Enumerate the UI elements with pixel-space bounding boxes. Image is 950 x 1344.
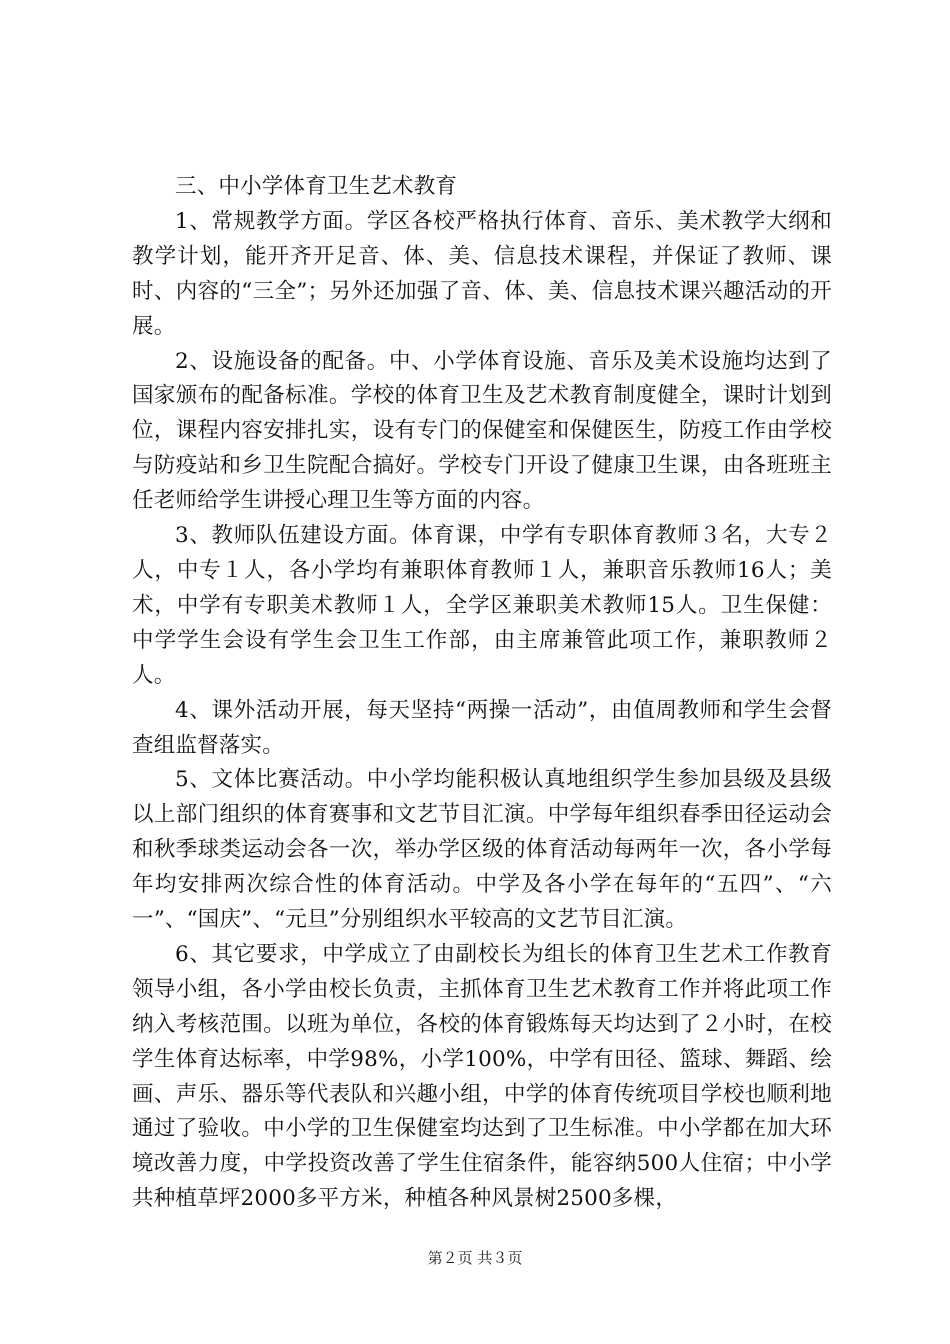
paragraph-3: 3、教师队伍建设方面。体育课，中学有专职体育教师３名，大专２人，中专１人，各小学均有兼职体育教师１人，兼职音乐教师16人；美术，中学有专职美术教师１人，全学区兼职美术教师15人。卫生保健：中学学生会设有学生会卫生工作部，由主席兼管此项工作，兼职教师２人。 [132, 523, 832, 688]
page-footer: 第２页 共３页 [427, 1249, 523, 1267]
paragraph-5: 5、文体比赛活动。中小学均能积极认真地组织学生参加县级及县级以上部门组织的体育赛事和文艺节目汇演。中学每年组织春季田径运动会和秋季球类运动会各一次，举办学区级的体育活动每两年一次，各小学每年均安排两次综合性的体育活动。中学及各小学在每年的“五四”、“六一”、“国庆”、“元旦”分别组织水平较高的文艺节目汇演。 [132, 767, 832, 933]
paragraph-4: 4、课外活动开展，每天坚持“两操一活动”，由值周教师和学生会督查组监督落实。 [132, 697, 832, 758]
paragraph-6: 6、其它要求，中学成立了由副校长为组长的体育卫生艺术工作教育领导小组，各小学由校长负责，主抓体育卫生艺术教育工作并将此项工作纳入考核范围。以班为单位，各校的体育锻炼每天均达到了２小时，在校学生体育达标率，中学98%，小学100%，中学有田径、篮球、舞蹈、绘画、声乐、器乐等代表队和兴趣小组，中学的体育传统项目学校也顺利地通过了验收。中小学的卫生保健室均达到了卫生标准。中小学都在加大环境改善力度，中学投资改善了学生住宿条件，能容纳500人住宿；中小学共种植草坪2000多平方米，种植各种风景树2500多棵， [132, 941, 832, 1212]
paragraph-1: 1、常规教学方面。学区各校严格执行体育、音乐、美术教学大纲和教学计划，能开齐开足音、体、美、信息技术课程，并保证了教师、课时、内容的“三全”；另外还加强了音、体、美、信息技术课兴趣活动的开展。 [132, 208, 832, 339]
paragraph-2: 2、设施设备的配备。中、小学体育设施、音乐及美术设施均达到了国家颁布的配备标准。学校的体育卫生及艺术教育制度健全，课时计划到位，课程内容安排扎实，设有专门的保健室和保健医生，防疫工作由学校与防疫站和乡卫生院配合搞好。学校专门开设了健康卫生课，由各班班主任老师给学生讲授心理卫生等方面的内容。 [132, 348, 832, 514]
section-heading: 三、中小学体育卫生艺术教育 [175, 174, 458, 199]
document-body [132, 170, 832, 1217]
